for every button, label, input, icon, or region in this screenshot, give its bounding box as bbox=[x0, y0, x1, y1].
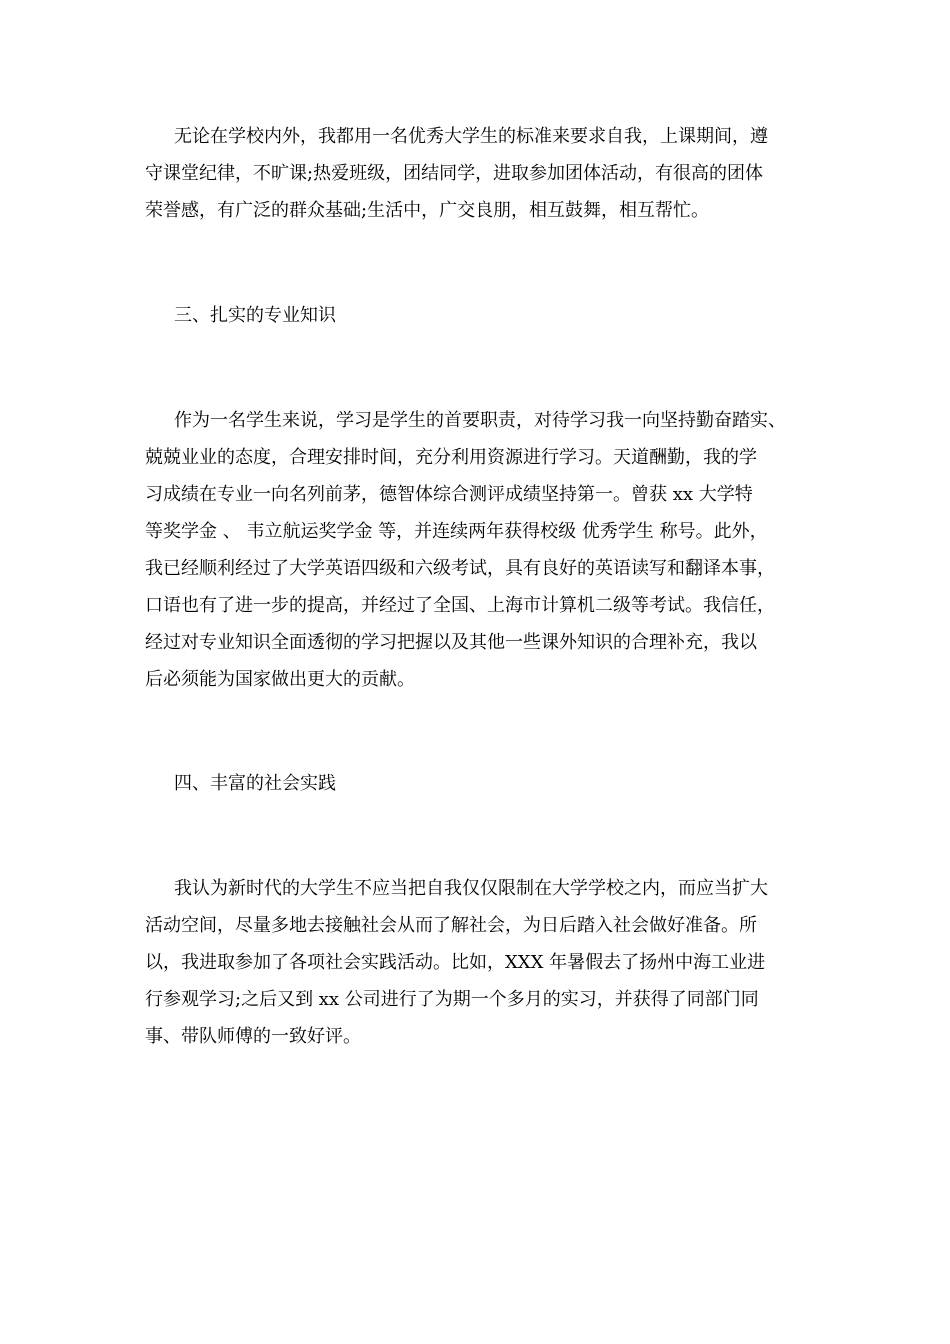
paragraph-2-line-8: 后必须能为国家做出更大的贡献。 bbox=[145, 669, 415, 690]
section-heading-3: 三、扎实的专业知识 bbox=[174, 305, 336, 326]
paragraph-3-line-2: 活动空间，尽量多地去接触社会从而了解社会，为日后踏入社会做好准备。所 bbox=[145, 915, 757, 936]
paragraph-2-line-6: 口语也有了进一步的提高，并经过了全国、上海市计算机二级等考试。我信任， bbox=[145, 595, 775, 616]
paragraph-2-line-5: 我已经顺利经过了大学英语四级和六级考试，具有良好的英语读写和翻译本事， bbox=[145, 558, 775, 579]
paragraph-1-line-3: 荣誉感，有广泛的群众基础;生活中，广交良朋，相互鼓舞，相互帮忙。 bbox=[145, 200, 710, 221]
paragraph-2-line-2: 兢兢业业的态度，合理安排时间，充分利用资源进行学习。天道酬勤，我的学 bbox=[145, 447, 757, 468]
paragraph-2-line-3: 习成绩在专业一向名列前茅，德智体综合测评成绩坚持第一。曾获 xx 大学特 bbox=[145, 484, 753, 505]
paragraph-2-line-4: 等奖学金 、 韦立航运奖学金 等，并连续两年获得校级 优秀学生 称号。此外， bbox=[145, 521, 768, 542]
paragraph-3-line-1: 我认为新时代的大学生不应当把自我仅仅限制在大学学校之内，而应当扩大 bbox=[174, 878, 768, 899]
paragraph-1-line-1: 无论在学校内外，我都用一名优秀大学生的标准来要求自我，上课期间，遵 bbox=[174, 126, 768, 147]
paragraph-3-line-3: 以，我进取参加了各项社会实践活动。比如，XXX 年暑假去了扬州中海工业进 bbox=[145, 952, 766, 973]
paragraph-3-line-4: 行参观学习;之后又到 xx 公司进行了为期一个多月的实习，并获得了同部门同 bbox=[145, 989, 759, 1010]
paragraph-2-line-1: 作为一名学生来说，学习是学生的首要职责，对待学习我一向坚持勤奋踏实、 bbox=[174, 410, 786, 431]
paragraph-3-line-5: 事、带队师傅的一致好评。 bbox=[145, 1026, 361, 1047]
paragraph-1-line-2: 守课堂纪律，不旷课;热爱班级，团结同学，进取参加团体活动，有很高的团体 bbox=[145, 163, 764, 184]
paragraph-2-line-7: 经过对专业知识全面透彻的学习把握以及其他一些课外知识的合理补充，我以 bbox=[145, 632, 757, 653]
section-heading-4: 四、丰富的社会实践 bbox=[174, 773, 336, 794]
